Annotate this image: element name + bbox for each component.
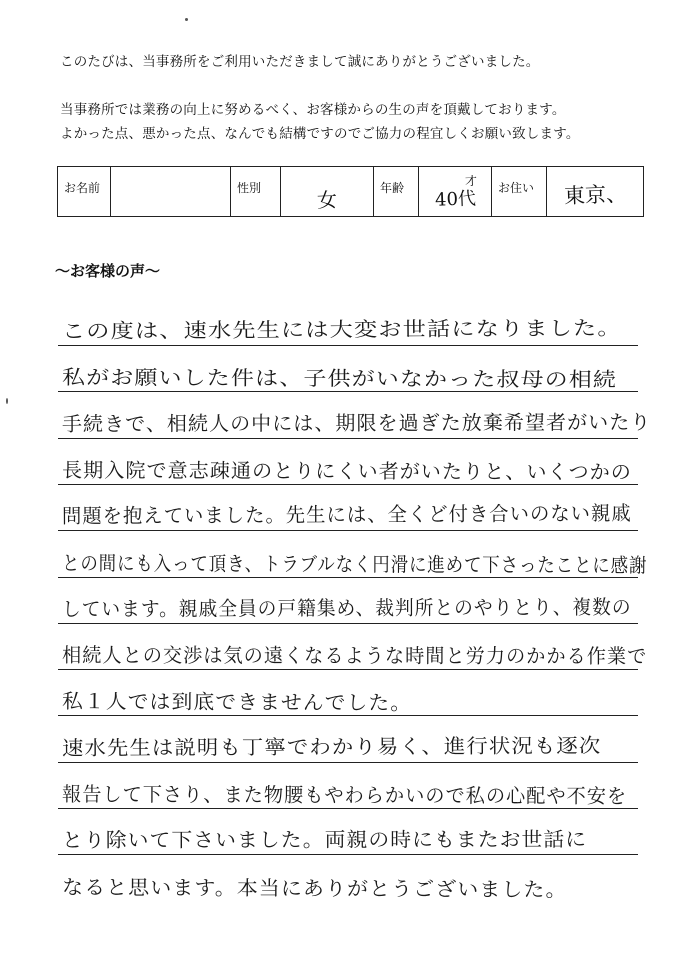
gender-value: 女 (316, 187, 338, 213)
voice-line: 手続きで、相続人の中には、期限を過ぎた放棄希望者がいたり (61, 409, 652, 436)
rule-line (58, 530, 638, 531)
customer-voice-heading: ～お客様の声～ (55, 262, 161, 280)
voice-line: 速水先生は説明も丁寧でわかり易く、進行状況も逐次 (61, 733, 602, 760)
voice-line: とり除いて下さいました。両親の時にもまたお世話に (61, 827, 588, 853)
voice-line: との間にも入って頂き、トラブルなく円滑に進めて下さったことに感謝 (62, 550, 648, 577)
voice-line: 長期入院で意志疎通のとりにくい者がいたりと、いくつかの (62, 457, 632, 484)
rule-line (58, 391, 638, 392)
voice-line: 報告して下さり、また物腰もやわらかいので私の心配や不安を (62, 782, 628, 809)
voice-line: なると思います。本当にありがとうございました。 (62, 874, 568, 902)
address-label: お住い (492, 167, 547, 217)
scan-speck (185, 18, 188, 21)
intro-line-2: 当事務所では業務の向上に努めるべく、お客様からの生の声を頂戴しております。 (60, 102, 566, 118)
rule-line (58, 577, 638, 578)
voice-line: 問題を抱えていました。先生には、全くど付き合いのない親戚 (61, 501, 632, 529)
rule-line (58, 438, 638, 439)
voice-line: 相続人との交渉は気の遠くなるような時間と労力のかかる作業で (62, 643, 648, 669)
voice-line: しています。親戚全員の戸籍集め、裁判所とのやりとり、複数の (61, 594, 632, 621)
gender-field[interactable] (281, 167, 374, 217)
rule-line (58, 762, 638, 763)
voice-line: 私１人では到底できませんでした。 (62, 689, 413, 716)
customer-info-table (57, 166, 644, 217)
address-field[interactable] (547, 167, 644, 217)
age-field[interactable] (419, 167, 492, 217)
rule-line (58, 484, 638, 485)
voice-line: この度は、速水先生には大変お世話になりました。 (61, 315, 622, 344)
gender-label: 性別 (231, 167, 281, 217)
name-field[interactable] (111, 167, 231, 217)
name-label: お名前 (58, 167, 111, 217)
age-value: 40代 (434, 187, 476, 211)
rule-line (58, 345, 638, 346)
intro-line-3: よかった点、悪かった点、なんでも結構ですのでご協力の程宜しくお願い致します。 (60, 126, 580, 142)
rule-line (58, 808, 638, 809)
rule-line (58, 715, 638, 716)
intro-line-1: このたびは、当事務所をご利用いただきまして誠にありがとうございました。 (60, 54, 540, 70)
age-suffix: 才 (464, 173, 478, 189)
voice-line: 私がお願いした件は、子供がいなかった叔母の相続 (62, 365, 618, 392)
address-value: 東京、 (563, 181, 627, 208)
age-label: 年齢 (374, 167, 419, 217)
rule-line (58, 669, 638, 670)
scan-speck (6, 398, 8, 404)
rule-line (58, 854, 638, 855)
rule-line (58, 623, 638, 624)
